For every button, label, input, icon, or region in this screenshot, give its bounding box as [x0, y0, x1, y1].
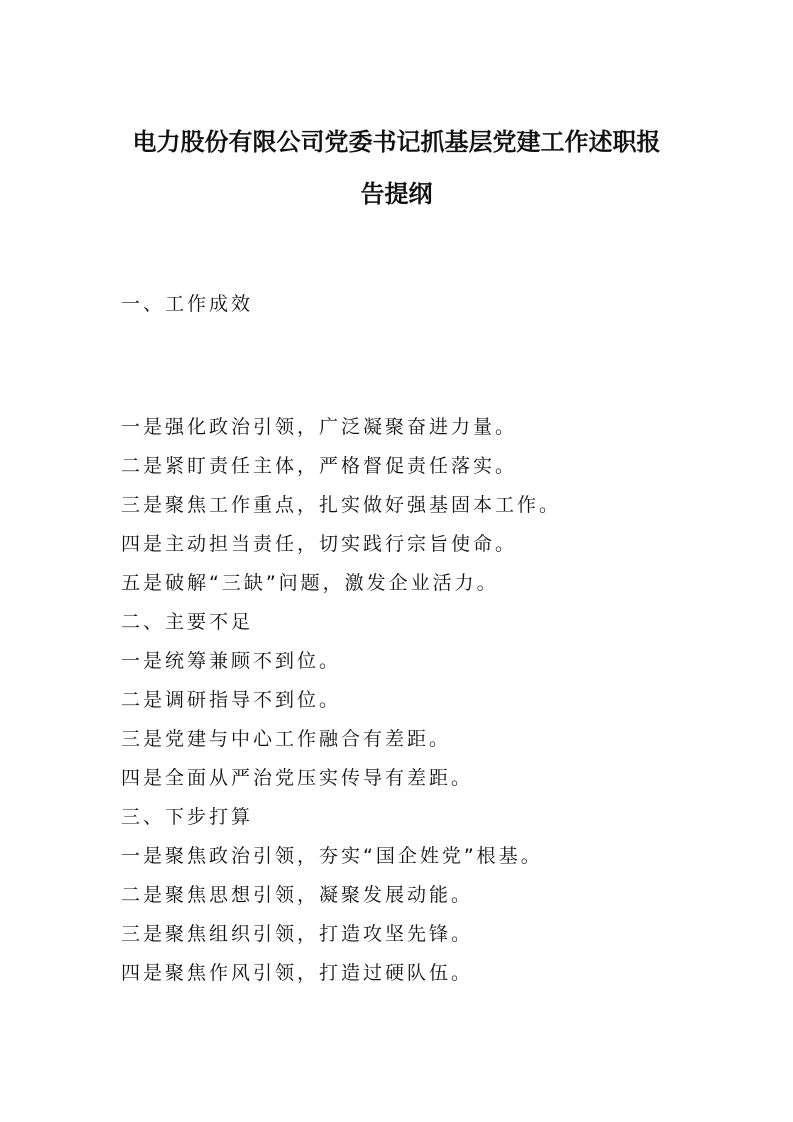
- section-heading-next-steps: 三、下步打算: [121, 806, 254, 828]
- paragraph-line: 三是聚焦工作重点，扎实做好强基固本工作。: [121, 494, 562, 516]
- paragraph-line: 二是聚焦思想引领，凝聚发展动能。: [121, 884, 474, 906]
- paragraph-line: 三是聚焦组织引领，打造攻坚先锋。: [121, 923, 474, 945]
- paragraph-line: 三是党建与中心工作融合有差距。: [121, 728, 452, 750]
- document-title-line-1: 电力股份有限公司党委书记抓基层党建工作述职报: [132, 127, 661, 156]
- paragraph-line: 四是聚焦作风引领，打造过硬队伍。: [121, 962, 474, 984]
- paragraph-line: 五是破解“三缺”问题，激发企业活力。: [121, 572, 499, 594]
- paragraph-line: 二是调研指导不到位。: [121, 689, 342, 711]
- paragraph-line: 二是紧盯责任主体，严格督促责任落实。: [121, 455, 518, 477]
- section-heading-work-results: 一、工作成效: [121, 293, 254, 315]
- document-title-line-2: 告提纲: [360, 179, 433, 208]
- section-heading-shortcomings: 二、主要不足: [121, 611, 254, 633]
- paragraph-line: 一是聚焦政治引领，夯实“国企姓党”根基。: [121, 845, 543, 867]
- document-body: [121, 414, 761, 999]
- paragraph-line: 一是统筹兼顾不到位。: [121, 650, 342, 672]
- paragraph-line: 四是主动担当责任，切实践行宗旨使命。: [121, 533, 518, 555]
- paragraph-line: 一是强化政治引领，广泛凝聚奋进力量。: [121, 416, 518, 438]
- paragraph-line: 四是全面从严治党压实传导有差距。: [121, 767, 474, 789]
